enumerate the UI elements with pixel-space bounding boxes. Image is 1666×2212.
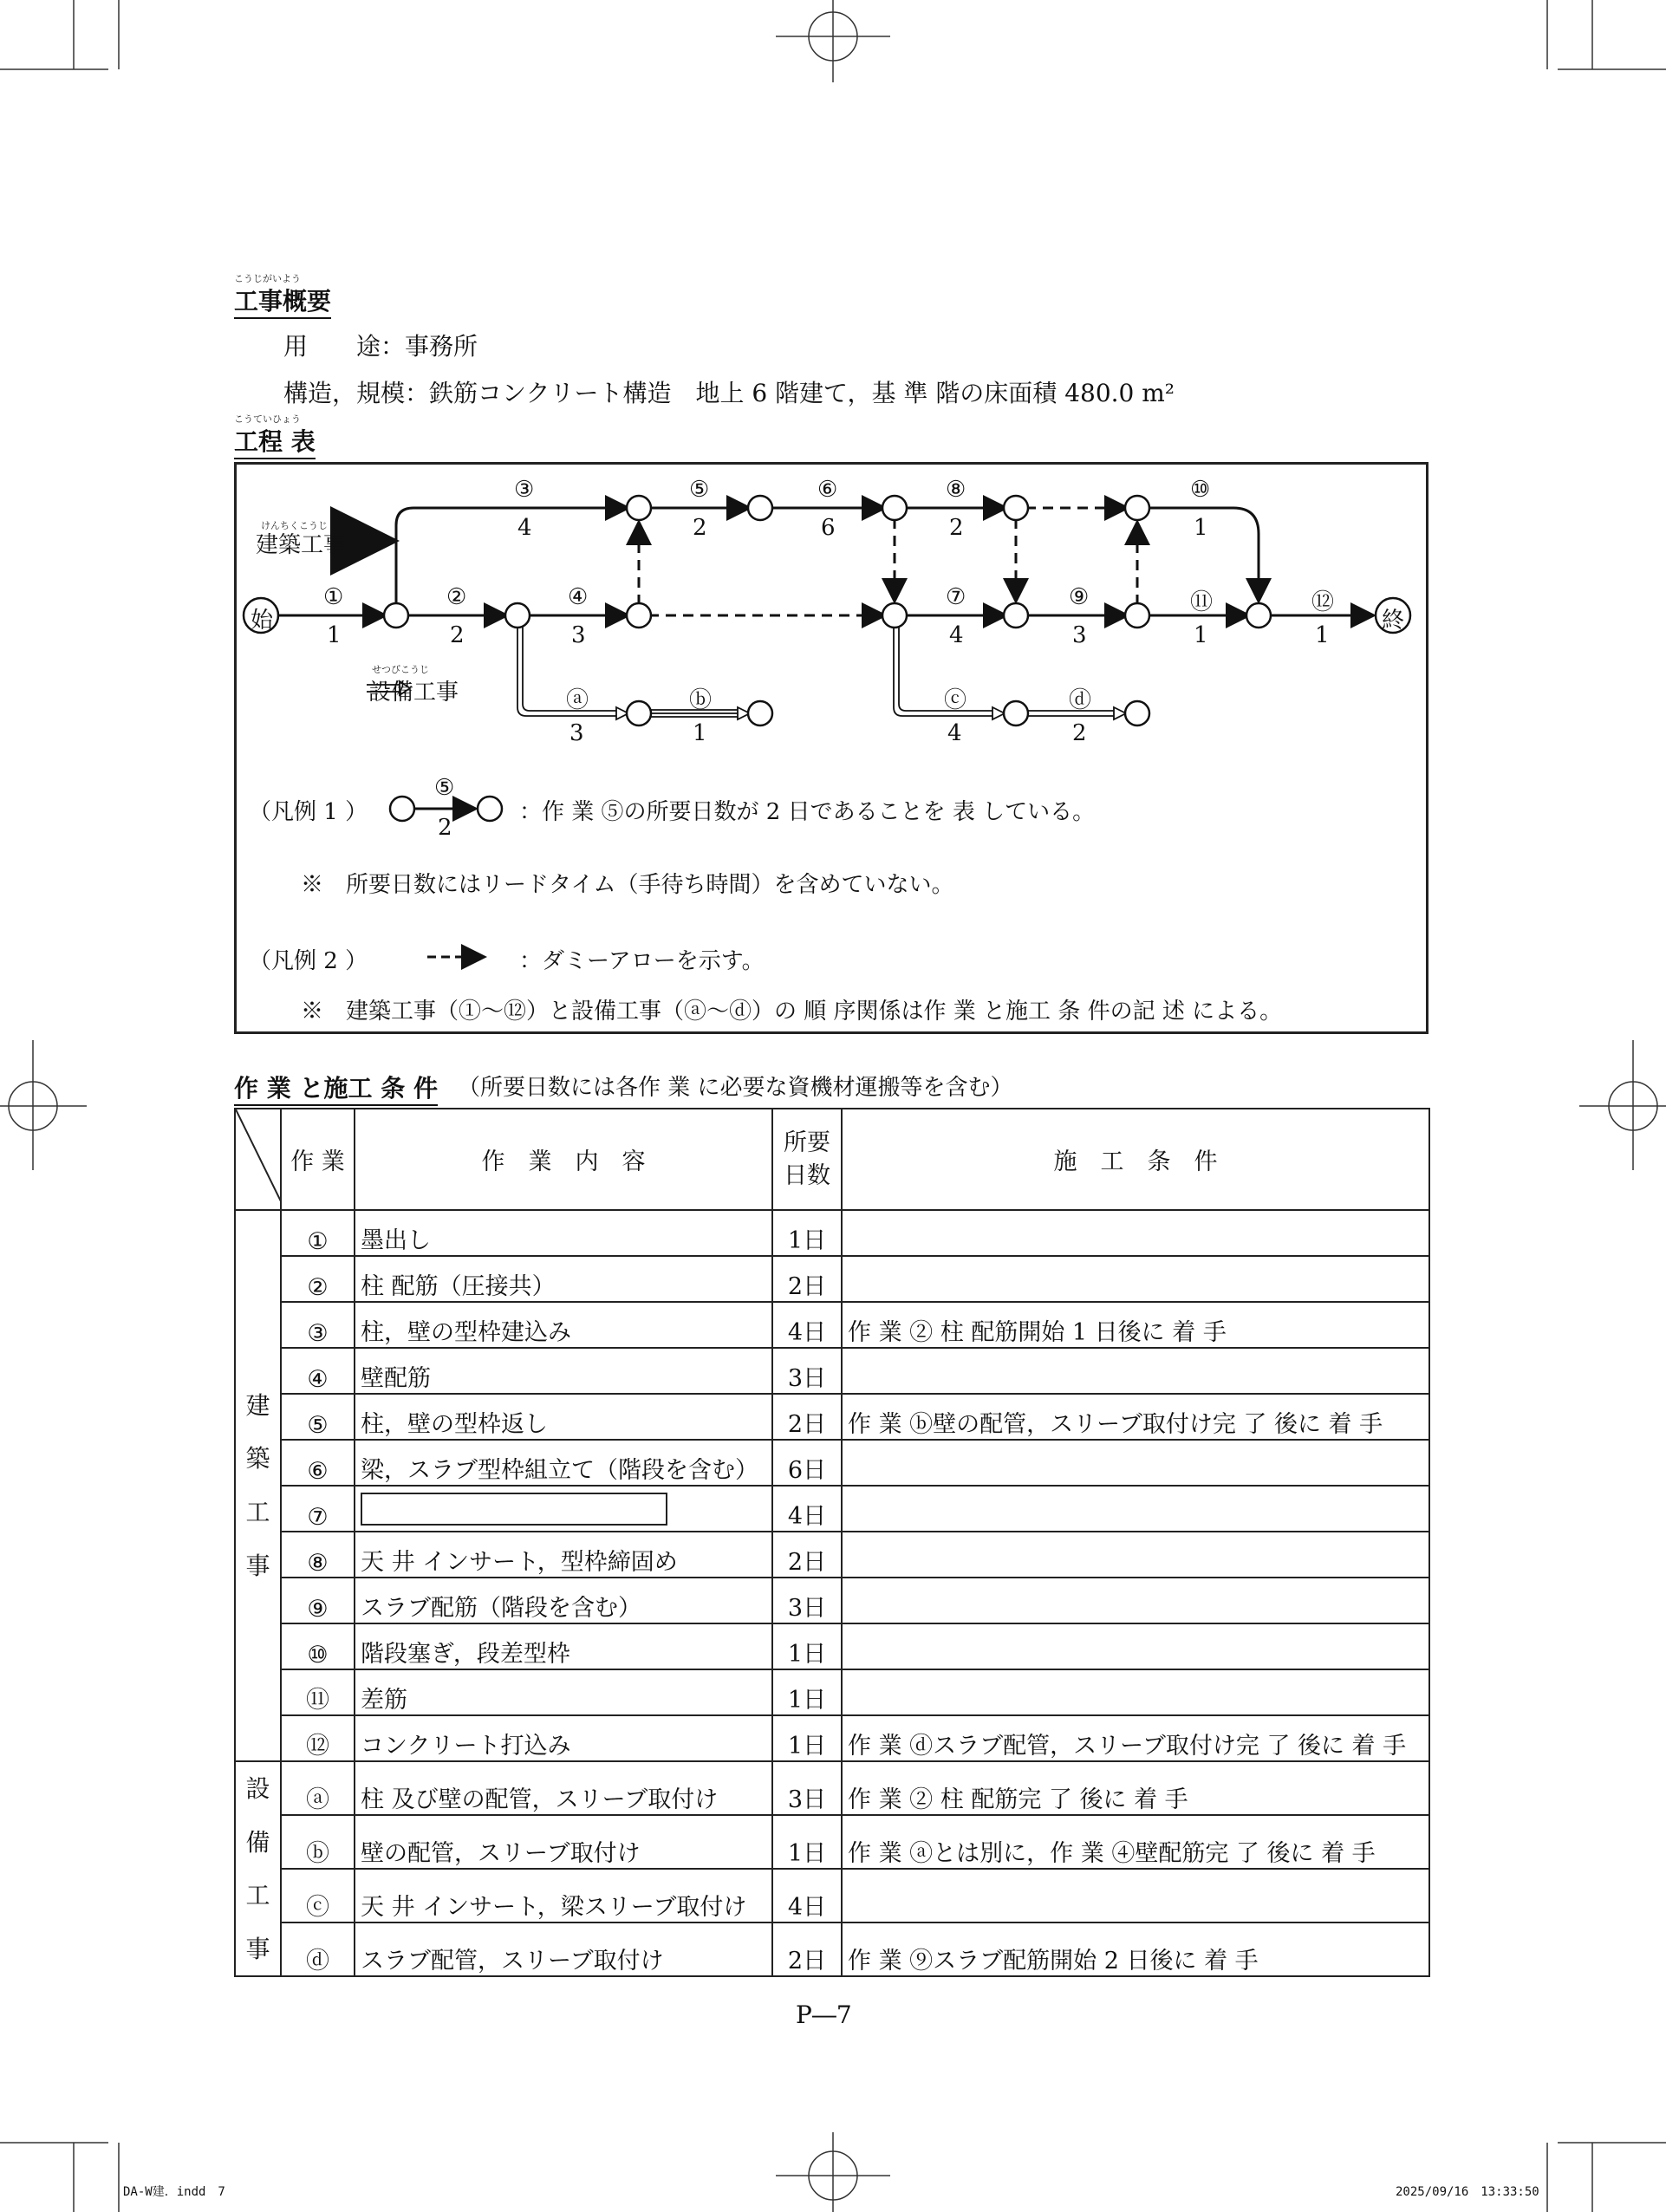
act-9-id: ⑨ [1069, 584, 1090, 610]
task-content: 階段塞ぎ，段差型枠 [355, 1623, 772, 1669]
task-days: 2日 [772, 1922, 842, 1976]
table-row [235, 1669, 1429, 1715]
table-row [235, 1623, 1429, 1669]
diagonal-line [236, 1109, 282, 1203]
overview-heading: 工事概要 [234, 283, 331, 319]
task-content: 柱 及び壁の配管，スリーブ取付け [355, 1761, 772, 1815]
act-8-id: ⑧ [946, 477, 966, 503]
conditions-subheading: （所要日数には各作 業 に必要な資機材運搬等を含む） [458, 1075, 1013, 1101]
act-8-days: 2 [949, 515, 964, 541]
task-content: スラブ配管，スリーブ取付け [355, 1922, 772, 1976]
act-6-days: 6 [821, 515, 836, 541]
task-content: スラブ配筋（階段を含む） [355, 1578, 772, 1623]
task-content: 墨出し [355, 1210, 772, 1256]
table-header-row [235, 1109, 1429, 1210]
task-condition [842, 1440, 1429, 1486]
task-days: 1日 [772, 1815, 842, 1869]
task-id: ⑤ [281, 1394, 355, 1440]
note2: ※ 建築工事（①～⑫）と設備工事（ⓐ～ⓓ）の 順 序関係は作 業 と施工 条 件の記 述 による。 [301, 999, 1283, 1025]
task-condition [842, 1623, 1429, 1669]
legend2-text: ：ダミーアローを示す。 [519, 948, 765, 974]
group-char: 設 [245, 1774, 270, 1803]
act-d-days: 2 [1072, 720, 1087, 746]
task-days: 1日 [772, 1669, 842, 1715]
task-id: ⑥ [281, 1440, 355, 1486]
table-row [235, 1302, 1429, 1348]
arch-label: 建築工事 [256, 532, 347, 558]
task-id: ① [281, 1210, 355, 1256]
act-a-id: ⓐ [566, 687, 589, 713]
group-char: 工 [245, 1881, 270, 1910]
arch-label-ruby: けんちくこうじ [261, 520, 328, 531]
task-id: ② [281, 1256, 355, 1302]
task-condition [842, 1486, 1429, 1532]
act-10-id: ⑩ [1190, 477, 1211, 503]
group-equip [235, 1761, 281, 1976]
header-days-bottom: 日数 [784, 1161, 830, 1189]
task-id: ⓑ [281, 1815, 355, 1869]
task-days: 3日 [772, 1578, 842, 1623]
header-corner [235, 1109, 281, 1210]
task-content: 柱，壁の型枠建込み [355, 1302, 772, 1348]
act-5-id: ⑤ [689, 477, 710, 503]
task-id: ③ [281, 1302, 355, 1348]
act-1-days: 1 [327, 622, 342, 648]
table-row [235, 1715, 1429, 1761]
schedule-heading: 工程 表 [234, 423, 316, 459]
act-2-id: ② [446, 584, 467, 610]
table-row [235, 1210, 1429, 1256]
schedule-heading-ruby: こうていひょう [234, 413, 301, 425]
act-b-days: 1 [693, 720, 707, 746]
group-char: 工 [245, 1498, 270, 1526]
act-d-id: ⓓ [1069, 687, 1092, 713]
end-node-label: 終 [1382, 608, 1405, 634]
task-content: 差筋 [355, 1669, 772, 1715]
task-condition [842, 1210, 1429, 1256]
task-content: 天 井 インサート，梁スリーブ取付け [355, 1869, 772, 1922]
table-body [235, 1210, 1429, 1976]
task-content: 柱，壁の型枠返し [355, 1394, 772, 1440]
task-condition [842, 1669, 1429, 1715]
table-row [235, 1532, 1429, 1578]
structure-line: 構造，規模：鉄筋コンクリート構造 地上 6 階建て，基 準 階の床面積 480.0 m² [283, 379, 1175, 407]
task-days: 3日 [772, 1761, 842, 1815]
act-5-days: 2 [693, 515, 707, 541]
legend1-days: 2 [438, 815, 452, 841]
task-condition: 作 業 ② 柱 配筋完 了 後に 着 手 [842, 1761, 1429, 1815]
task-condition: 作 業 ⓐとは別に，作 業 ④壁配筋完 了 後に 着 手 [842, 1815, 1429, 1869]
group-char: 事 [245, 1551, 270, 1580]
group-arch [235, 1210, 281, 1761]
legend2-label: （凡例 2 ） [249, 948, 368, 974]
use-line: 用 途：事務所 [283, 332, 478, 361]
task-content: 柱 配筋（圧接共） [355, 1256, 772, 1302]
task-condition [842, 1869, 1429, 1922]
group-char: 建 [245, 1390, 270, 1420]
group-char: 築 [245, 1444, 270, 1474]
task-condition [842, 1256, 1429, 1302]
header-days [772, 1109, 842, 1210]
table-row [235, 1348, 1429, 1394]
act-9-days: 3 [1072, 622, 1087, 648]
group-char: 備 [245, 1827, 270, 1857]
header-task: 作 業 [281, 1109, 355, 1210]
equip-label-ruby: せつびこうじ [372, 664, 429, 675]
act-10-days: 1 [1194, 515, 1208, 541]
header-content: 作 業 内 容 [355, 1109, 772, 1210]
act-7-days: 4 [949, 622, 964, 648]
task-days: 4日 [772, 1486, 842, 1532]
act-a-days: 3 [569, 720, 584, 746]
task-days: 4日 [772, 1302, 842, 1348]
task-id: ⑫ [281, 1715, 355, 1761]
task-id: ⑨ [281, 1578, 355, 1623]
network-diagram-frame [234, 462, 1428, 1034]
task-condition [842, 1532, 1429, 1578]
legend1-text: ：作 業 ⑤の所要日数が 2 日であることを 表 している。 [519, 799, 1096, 825]
network-diagram [237, 465, 1426, 1031]
task-id: ⑦ [281, 1486, 355, 1532]
legend1-label: （凡例 1 ） [249, 799, 368, 825]
footer-timestamp: 2025/09/16 13:33:50 [1396, 2185, 1539, 2199]
task-content: 梁，スラブ型枠組立て（階段を含む） [355, 1440, 772, 1486]
act-4-id: ④ [568, 584, 589, 610]
task-condition: 作 業 ⑨スラブ配筋開始 2 日後に 着 手 [842, 1922, 1429, 1976]
table-row [235, 1815, 1429, 1869]
table-row [235, 1486, 1429, 1532]
table-row [235, 1578, 1429, 1623]
act-3-days: 4 [517, 515, 532, 541]
start-node-label: 始 [251, 608, 274, 634]
task-id: ⓐ [281, 1761, 355, 1815]
equip-label: 設備工事 [368, 680, 459, 706]
header-condition: 施 工 条 件 [842, 1109, 1429, 1210]
task-content: 天 井 インサート，型枠締固め [355, 1532, 772, 1578]
task-days: 1日 [772, 1623, 842, 1669]
act-12-id: ⑫ [1311, 589, 1335, 615]
task-content: 壁の配管，スリーブ取付け [355, 1815, 772, 1869]
task-condition [842, 1578, 1429, 1623]
task-days: 1日 [772, 1715, 842, 1761]
act-4-days: 3 [571, 622, 586, 648]
act-11-days: 1 [1194, 622, 1208, 648]
page-number: P―7 [796, 2001, 852, 2029]
legend1-id: ⑤ [434, 775, 455, 801]
table-row [235, 1869, 1429, 1922]
table-row [235, 1256, 1429, 1302]
task-content-blank [355, 1486, 772, 1532]
act-7-id: ⑦ [946, 584, 966, 610]
group-char: 事 [245, 1934, 270, 1963]
table-row [235, 1922, 1429, 1976]
task-id: ⑩ [281, 1623, 355, 1669]
table-row [235, 1394, 1429, 1440]
task-content: 壁配筋 [355, 1348, 772, 1394]
answer-box[interactable] [361, 1493, 667, 1526]
task-days: 2日 [772, 1394, 842, 1440]
task-days: 3日 [772, 1348, 842, 1394]
act-c-id: ⓒ [944, 687, 967, 713]
act-11-id: ⑪ [1190, 589, 1214, 615]
overview-heading-ruby: こうじがいよう [234, 273, 301, 284]
header-days-top: 所要 [784, 1129, 830, 1156]
task-condition: 作 業 ② 柱 配筋開始 1 日後に 着 手 [842, 1302, 1429, 1348]
task-condition: 作 業 ⓓスラブ配管，スリーブ取付け完 了 後に 着 手 [842, 1715, 1429, 1761]
footer-file: DA-W建．indd 7 [123, 2185, 225, 2199]
act-6-id: ⑥ [817, 477, 838, 503]
act-b-id: ⓑ [689, 687, 713, 713]
task-id: ⓓ [281, 1922, 355, 1976]
table-row [235, 1440, 1429, 1486]
task-condition: 作 業 ⓑ壁の配管，スリーブ取付け完 了 後に 着 手 [842, 1394, 1429, 1440]
task-content: コンクリート打込み [355, 1715, 772, 1761]
act-c-days: 4 [947, 720, 962, 746]
conditions-heading: 作 業 と施工 条 件 [234, 1070, 438, 1106]
task-id: ⑧ [281, 1532, 355, 1578]
task-condition [842, 1348, 1429, 1394]
conditions-table [234, 1108, 1430, 1977]
task-id: ⓒ [281, 1869, 355, 1922]
note1: ※ 所要日数にはリードタイム（手待ち時間）を含めていない。 [301, 872, 954, 898]
task-days: 6日 [772, 1440, 842, 1486]
act-2-days: 2 [450, 622, 465, 648]
task-id: ④ [281, 1348, 355, 1394]
task-days: 2日 [772, 1532, 842, 1578]
task-id: ⑪ [281, 1669, 355, 1715]
act-12-days: 1 [1315, 622, 1330, 648]
task-days: 1日 [772, 1210, 842, 1256]
task-days: 2日 [772, 1256, 842, 1302]
task-days: 4日 [772, 1869, 842, 1922]
table-row [235, 1761, 1429, 1815]
act-1-id: ① [323, 584, 344, 610]
act-3-id: ③ [514, 477, 535, 503]
